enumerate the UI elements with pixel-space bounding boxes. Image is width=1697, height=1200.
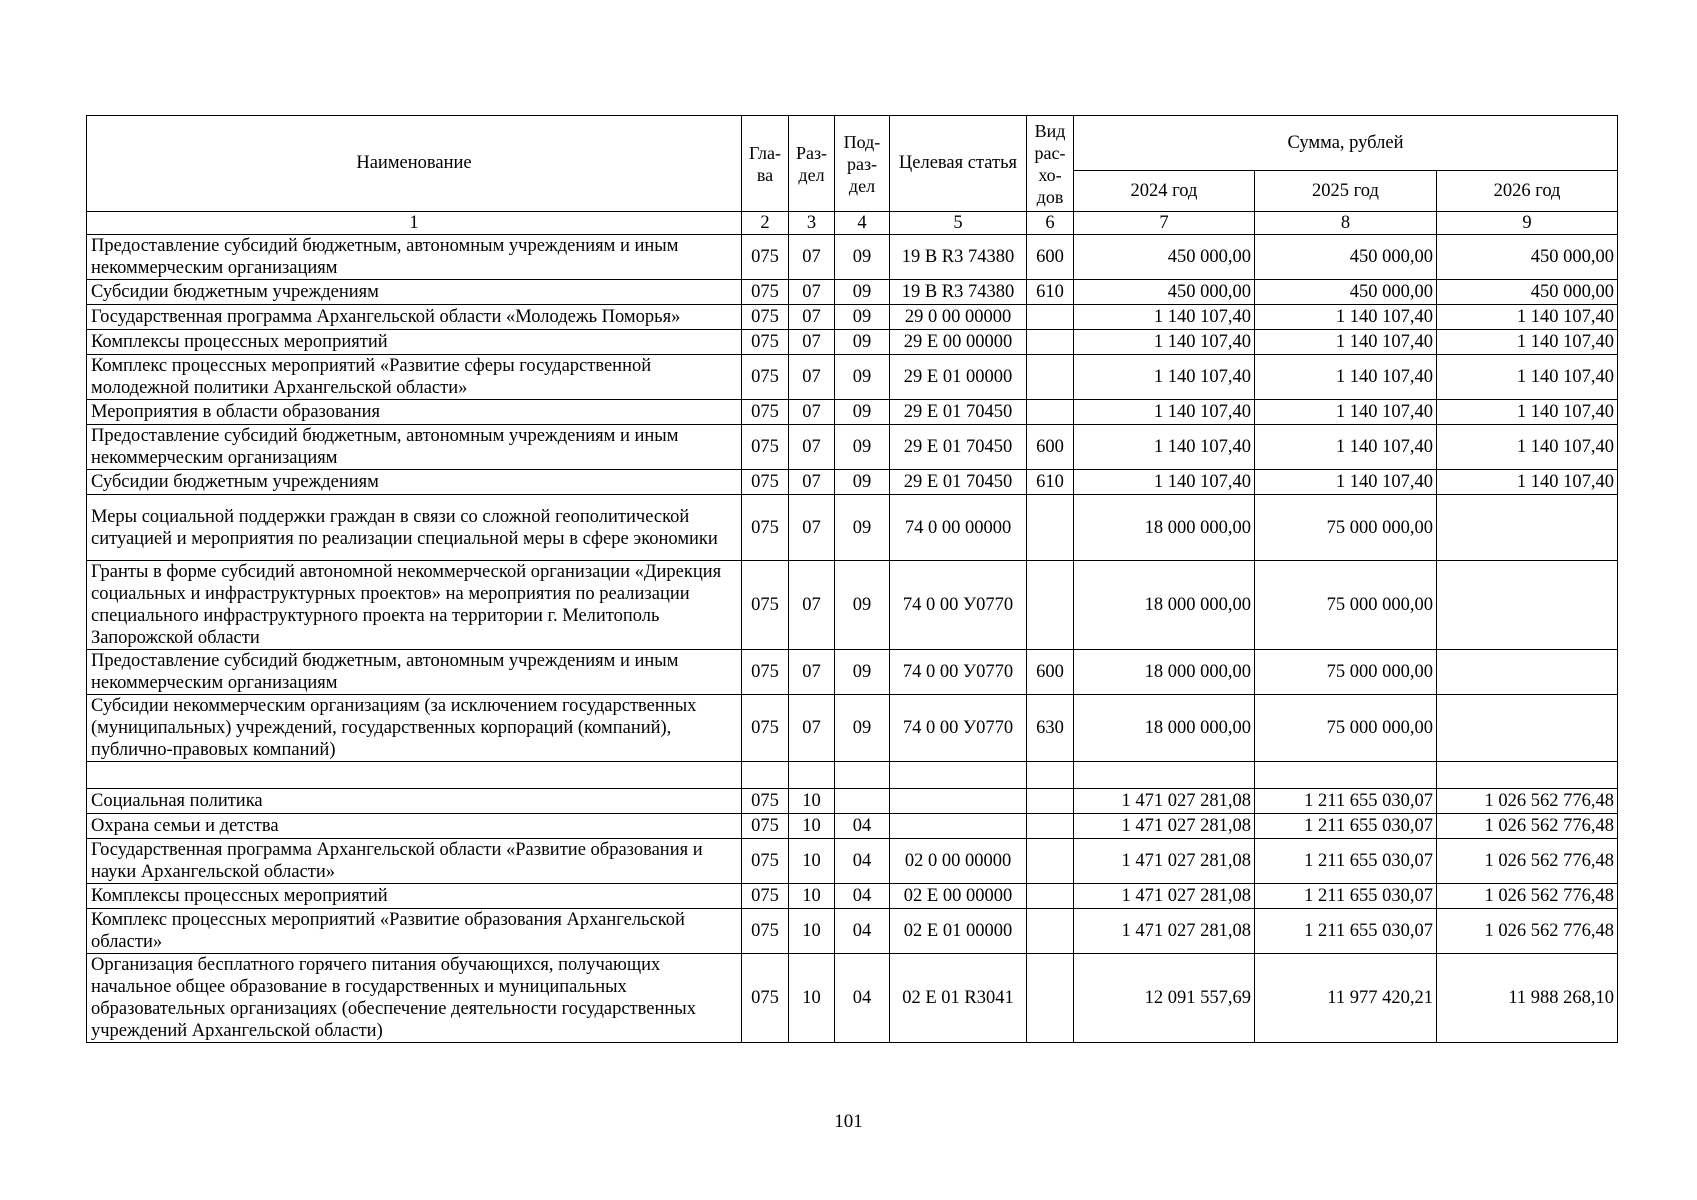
- row-amount-2026: [1437, 561, 1618, 650]
- row-target-article: 29 Е 01 70450: [890, 400, 1027, 425]
- row-target-article: 02 Е 01 00000: [890, 909, 1027, 954]
- column-number: 4: [835, 212, 890, 235]
- row-chapter: 075: [742, 650, 789, 695]
- row-amount-2024: 18 000 000,00: [1074, 650, 1255, 695]
- row-chapter: 075: [742, 695, 789, 762]
- row-expense-type: 610: [1027, 280, 1074, 305]
- table-row: [87, 305, 1618, 330]
- row-amount-2025: 75 000 000,00: [1255, 695, 1437, 762]
- table-row: [87, 235, 1618, 280]
- row-subsection: 09: [835, 400, 890, 425]
- row-subsection: 09: [835, 280, 890, 305]
- row-section: 07: [789, 695, 835, 762]
- header-year-2026: 2026 год: [1437, 171, 1618, 212]
- row-expense-type: [1027, 400, 1074, 425]
- row-expense-type: [1027, 789, 1074, 814]
- table-row: [87, 280, 1618, 305]
- row-chapter: 075: [742, 954, 789, 1043]
- row-chapter: 075: [742, 355, 789, 400]
- row-amount-2024: 1 471 027 281,08: [1074, 884, 1255, 909]
- row-amount-2025: 1 140 107,40: [1255, 305, 1437, 330]
- row-amount-2026: [1437, 650, 1618, 695]
- blank-row: [87, 762, 1618, 789]
- row-amount-2026: 1 026 562 776,48: [1437, 814, 1618, 839]
- column-number: 6: [1027, 212, 1074, 235]
- row-section: 10: [789, 954, 835, 1043]
- row-subsection: 09: [835, 650, 890, 695]
- header-row-1: [87, 116, 1618, 171]
- row-name: Предоставление субсидий бюджетным, автономным учреждениям и иным некоммерческим организациям: [87, 235, 742, 280]
- table-row: [87, 814, 1618, 839]
- table-row: [87, 789, 1618, 814]
- row-name: Мероприятия в области образования: [87, 400, 742, 425]
- header-chapter: Гла-ва: [742, 116, 789, 212]
- row-amount-2026: [1437, 695, 1618, 762]
- row-section: 07: [789, 400, 835, 425]
- row-section: 07: [789, 235, 835, 280]
- row-subsection: 09: [835, 330, 890, 355]
- row-subsection: 09: [835, 355, 890, 400]
- page-number: 101: [834, 1111, 863, 1132]
- row-target-article: 29 Е 01 70450: [890, 470, 1027, 495]
- row-amount-2025: 1 211 655 030,07: [1255, 789, 1437, 814]
- table-row: [87, 470, 1618, 495]
- row-amount-2026: 1 026 562 776,48: [1437, 839, 1618, 884]
- row-amount-2025: 75 000 000,00: [1255, 495, 1437, 561]
- row-chapter: 075: [742, 470, 789, 495]
- row-expense-type: [1027, 305, 1074, 330]
- row-subsection: 09: [835, 470, 890, 495]
- row-name: Охрана семьи и детства: [87, 814, 742, 839]
- row-amount-2024: 1 471 027 281,08: [1074, 909, 1255, 954]
- row-name: Меры социальной поддержки граждан в связи со сложной геополитической ситуацией и мероприятия по реализации специальной меры в сфере экономики: [87, 495, 742, 561]
- table-row: [87, 425, 1618, 470]
- row-amount-2026: 1 026 562 776,48: [1437, 909, 1618, 954]
- header-section: Раз-дел: [789, 116, 835, 212]
- row-amount-2024: 1 471 027 281,08: [1074, 839, 1255, 884]
- row-amount-2024: 1 140 107,40: [1074, 470, 1255, 495]
- row-expense-type: 600: [1027, 425, 1074, 470]
- row-name: Государственная программа Архангельской области «Развитие образования и науки Архангельской области»: [87, 839, 742, 884]
- row-expense-type: [1027, 355, 1074, 400]
- table-row: [87, 909, 1618, 954]
- row-chapter: 075: [742, 330, 789, 355]
- table-row: [87, 884, 1618, 909]
- table-row: [87, 400, 1618, 425]
- row-amount-2026: 1 140 107,40: [1437, 355, 1618, 400]
- row-subsection: 04: [835, 884, 890, 909]
- row-chapter: 075: [742, 495, 789, 561]
- column-number: 2: [742, 212, 789, 235]
- row-name: Комплекс процессных мероприятий «Развитие образования Архангельской области»: [87, 909, 742, 954]
- row-name: Субсидии бюджетным учреждениям: [87, 280, 742, 305]
- table-row: [87, 330, 1618, 355]
- header-amount: Сумма, рублей: [1074, 116, 1618, 171]
- row-expense-type: [1027, 884, 1074, 909]
- row-chapter: 075: [742, 235, 789, 280]
- row-chapter: 075: [742, 305, 789, 330]
- row-expense-type: [1027, 814, 1074, 839]
- row-expense-type: 610: [1027, 470, 1074, 495]
- row-section: 07: [789, 355, 835, 400]
- row-amount-2026: 11 988 268,10: [1437, 954, 1618, 1043]
- row-chapter: 075: [742, 561, 789, 650]
- row-name: Комплексы процессных мероприятий: [87, 330, 742, 355]
- row-subsection: 04: [835, 814, 890, 839]
- row-chapter: 075: [742, 909, 789, 954]
- row-amount-2026: 450 000,00: [1437, 280, 1618, 305]
- row-target-article: 74 0 00 00000: [890, 495, 1027, 561]
- row-section: 07: [789, 330, 835, 355]
- row-target-article: 02 Е 01 R3041: [890, 954, 1027, 1043]
- row-section: 07: [789, 495, 835, 561]
- row-amount-2025: 1 211 655 030,07: [1255, 884, 1437, 909]
- row-section: 07: [789, 280, 835, 305]
- row-expense-type: [1027, 909, 1074, 954]
- row-target-article: 02 Е 00 00000: [890, 884, 1027, 909]
- row-amount-2026: 1 140 107,40: [1437, 305, 1618, 330]
- row-expense-type: [1027, 762, 1074, 789]
- table-row: [87, 695, 1618, 762]
- row-target-article: [890, 762, 1027, 789]
- row-target-article: 29 Е 01 00000: [890, 355, 1027, 400]
- row-expense-type: [1027, 495, 1074, 561]
- row-amount-2026: 1 026 562 776,48: [1437, 789, 1618, 814]
- row-section: 10: [789, 789, 835, 814]
- column-number: 5: [890, 212, 1027, 235]
- row-section: 10: [789, 909, 835, 954]
- row-name: Предоставление субсидий бюджетным, автономным учреждениям и иным некоммерческим организациям: [87, 650, 742, 695]
- row-target-article: 74 0 00 У0770: [890, 650, 1027, 695]
- row-amount-2025: 450 000,00: [1255, 280, 1437, 305]
- row-expense-type: 630: [1027, 695, 1074, 762]
- row-amount-2024: 18 000 000,00: [1074, 695, 1255, 762]
- row-amount-2025: 1 140 107,40: [1255, 355, 1437, 400]
- row-target-article: 74 0 00 У0770: [890, 695, 1027, 762]
- row-section: 10: [789, 839, 835, 884]
- row-chapter: 075: [742, 789, 789, 814]
- column-number: 3: [789, 212, 835, 235]
- table-row: [87, 650, 1618, 695]
- row-amount-2026: 1 140 107,40: [1437, 470, 1618, 495]
- row-name: Организация бесплатного горячего питания обучающихся, получающих начальное общее образование в государственных и муниципальных образовательных организациях (обеспечение деятельности государственных учреждений Архангельской области): [87, 954, 742, 1043]
- row-expense-type: 600: [1027, 235, 1074, 280]
- row-section: 07: [789, 470, 835, 495]
- row-subsection: [835, 762, 890, 789]
- row-name: Гранты в форме субсидий автономной некоммерческой организации «Дирекция социальных и инфраструктурных проектов» на мероприятия по реализации специального инфраструктурного проекта на территории г. Мелитополь Запорожской области: [87, 561, 742, 650]
- row-expense-type: [1027, 954, 1074, 1043]
- row-target-article: 29 Е 01 70450: [890, 425, 1027, 470]
- row-amount-2025: 11 977 420,21: [1255, 954, 1437, 1043]
- row-amount-2025: 75 000 000,00: [1255, 561, 1437, 650]
- row-target-article: 74 0 00 У0770: [890, 561, 1027, 650]
- row-amount-2024: [1074, 762, 1255, 789]
- header-name: Наименование: [87, 116, 742, 212]
- row-section: 07: [789, 305, 835, 330]
- table-body: [87, 235, 1618, 1043]
- row-name: [87, 762, 742, 789]
- row-chapter: 075: [742, 425, 789, 470]
- row-chapter: 075: [742, 280, 789, 305]
- row-amount-2024: 450 000,00: [1074, 235, 1255, 280]
- row-name: Комплекс процессных мероприятий «Развитие сферы государственной молодежной политики Архангельской области»: [87, 355, 742, 400]
- row-section: 07: [789, 425, 835, 470]
- table-row: [87, 954, 1618, 1043]
- row-amount-2025: 1 140 107,40: [1255, 330, 1437, 355]
- row-subsection: 04: [835, 839, 890, 884]
- row-amount-2026: 1 140 107,40: [1437, 425, 1618, 470]
- row-section: 07: [789, 650, 835, 695]
- row-name: Субсидии бюджетным учреждениям: [87, 470, 742, 495]
- row-amount-2024: 1 140 107,40: [1074, 400, 1255, 425]
- row-amount-2026: [1437, 762, 1618, 789]
- table-row: [87, 839, 1618, 884]
- row-chapter: [742, 762, 789, 789]
- row-subsection: 09: [835, 495, 890, 561]
- row-subsection: 09: [835, 695, 890, 762]
- row-amount-2025: 1 211 655 030,07: [1255, 814, 1437, 839]
- row-amount-2025: 1 140 107,40: [1255, 400, 1437, 425]
- column-number-row: [87, 212, 1618, 235]
- header-expense-type: Вид рас-хо-дов: [1027, 116, 1074, 212]
- table-row: [87, 495, 1618, 561]
- row-amount-2024: 18 000 000,00: [1074, 561, 1255, 650]
- row-name: Предоставление субсидий бюджетным, автономным учреждениям и иным некоммерческим организациям: [87, 425, 742, 470]
- row-section: [789, 762, 835, 789]
- row-amount-2025: 1 140 107,40: [1255, 425, 1437, 470]
- header-target-article: Целевая статья: [890, 116, 1027, 212]
- row-target-article: 29 0 00 00000: [890, 305, 1027, 330]
- row-name: Социальная политика: [87, 789, 742, 814]
- row-amount-2024: 1 140 107,40: [1074, 355, 1255, 400]
- row-target-article: 29 Е 00 00000: [890, 330, 1027, 355]
- row-target-article: 02 0 00 00000: [890, 839, 1027, 884]
- column-number: 7: [1074, 212, 1255, 235]
- row-amount-2025: [1255, 762, 1437, 789]
- column-number: 8: [1255, 212, 1437, 235]
- row-name: Государственная программа Архангельской области «Молодежь Поморья»: [87, 305, 742, 330]
- row-target-article: [890, 814, 1027, 839]
- table-row: [87, 561, 1618, 650]
- row-expense-type: [1027, 839, 1074, 884]
- row-target-article: 19 В R3 74380: [890, 235, 1027, 280]
- header-year-2024: 2024 год: [1074, 171, 1255, 212]
- row-amount-2026: 450 000,00: [1437, 235, 1618, 280]
- row-name: Комплексы процессных мероприятий: [87, 884, 742, 909]
- column-number: 1: [87, 212, 742, 235]
- row-chapter: 075: [742, 839, 789, 884]
- row-amount-2026: [1437, 495, 1618, 561]
- row-amount-2026: 1 140 107,40: [1437, 330, 1618, 355]
- row-amount-2024: 1 140 107,40: [1074, 425, 1255, 470]
- row-section: 07: [789, 561, 835, 650]
- row-expense-type: [1027, 561, 1074, 650]
- row-expense-type: [1027, 330, 1074, 355]
- header-subsection: Под-раз-дел: [835, 116, 890, 212]
- row-amount-2024: 12 091 557,69: [1074, 954, 1255, 1043]
- row-amount-2024: 1 140 107,40: [1074, 305, 1255, 330]
- row-amount-2025: 1 211 655 030,07: [1255, 839, 1437, 884]
- row-amount-2025: 1 140 107,40: [1255, 470, 1437, 495]
- row-subsection: 09: [835, 425, 890, 470]
- header-year-2025: 2025 год: [1255, 171, 1437, 212]
- row-name: Субсидии некоммерческим организациям (за исключением государственных (муниципальных) учреждений, государственных корпораций (компаний), публично-правовых компаний): [87, 695, 742, 762]
- row-chapter: 075: [742, 400, 789, 425]
- row-subsection: 09: [835, 561, 890, 650]
- row-subsection: 09: [835, 305, 890, 330]
- column-number: 9: [1437, 212, 1618, 235]
- row-target-article: 19 В R3 74380: [890, 280, 1027, 305]
- row-amount-2025: 75 000 000,00: [1255, 650, 1437, 695]
- row-amount-2025: 1 211 655 030,07: [1255, 909, 1437, 954]
- row-amount-2026: 1 026 562 776,48: [1437, 884, 1618, 909]
- row-amount-2025: 450 000,00: [1255, 235, 1437, 280]
- row-chapter: 075: [742, 884, 789, 909]
- row-amount-2024: 450 000,00: [1074, 280, 1255, 305]
- row-amount-2024: 1 471 027 281,08: [1074, 814, 1255, 839]
- row-subsection: 04: [835, 909, 890, 954]
- row-section: 10: [789, 814, 835, 839]
- row-subsection: 09: [835, 235, 890, 280]
- row-amount-2024: 18 000 000,00: [1074, 495, 1255, 561]
- row-amount-2024: 1 471 027 281,08: [1074, 789, 1255, 814]
- table-row: [87, 355, 1618, 400]
- row-target-article: [890, 789, 1027, 814]
- row-section: 10: [789, 884, 835, 909]
- row-subsection: [835, 789, 890, 814]
- row-expense-type: 600: [1027, 650, 1074, 695]
- row-amount-2026: 1 140 107,40: [1437, 400, 1618, 425]
- row-chapter: 075: [742, 814, 789, 839]
- budget-table: [86, 115, 1618, 1043]
- row-amount-2024: 1 140 107,40: [1074, 330, 1255, 355]
- row-subsection: 04: [835, 954, 890, 1043]
